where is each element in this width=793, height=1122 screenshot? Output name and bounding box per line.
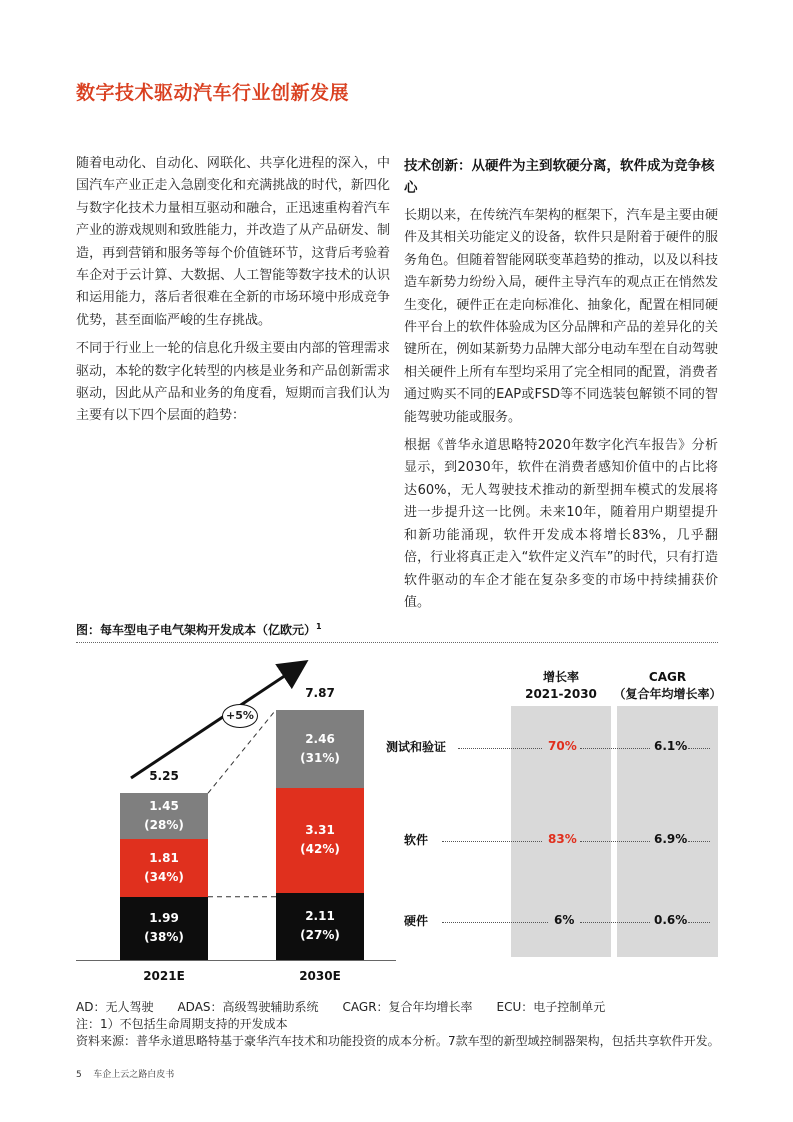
data-label-value: 2.46 <box>305 731 335 746</box>
abbreviations: AD：无人驾驶 ADAS：高级驾驶辅助系统 CAGR：复合年均增长率 ECU：电子控制单元 <box>76 1000 606 1014</box>
table-row <box>386 738 726 758</box>
cagr-column-header: CAGR （复合年均增长率） <box>613 670 722 701</box>
bar-segment-硬件-2021E <box>120 897 208 960</box>
growth-value-hardware: 6% <box>554 913 575 927</box>
data-label-share: (42%) <box>300 842 340 857</box>
bar-segment-测试和验证-2021E <box>120 793 208 839</box>
growth-value-software: 83% <box>548 832 577 846</box>
right-paragraph-1: 长期以来，在传统汽车架构的框架下，汽车是主要由硬件及其相关功能定义的设备，软件只是附着于硬件的服务角色。但随着智能网联变革趋势的推动，以及以科技造车新势力纷纷入局，硬件主导汽车的观点正在悄然发生变化，硬件正在走向标准化、抽象化，配置在相同硬件平台上的软件体验成为区分品牌和产品的差异化的关键所在，例如某新势力品牌大部分电动车型在自动驾驶相关硬件上所有车型均采用了完全相同的配置，消费者通过购买不同的EAP或FSD等不同选装包解锁不同的智能驾驶功能或服务。 <box>404 208 718 425</box>
footnote-marker: 1 <box>316 622 322 631</box>
row-label-testing: 测试和验证 <box>386 740 447 754</box>
cagr-value-testing: 6.1% <box>654 739 688 753</box>
leader-dots <box>688 748 710 749</box>
bar-segment-硬件-2030E <box>276 893 364 960</box>
bar-total-label-2021E: 5.25 <box>149 769 179 784</box>
page-number: 5 <box>76 1070 82 1080</box>
x-tick-label-2030: 2030E <box>299 969 341 983</box>
leader-dots <box>688 841 710 842</box>
data-label-share: (28%) <box>144 818 184 833</box>
caption-rule <box>76 642 718 643</box>
growth-value-testing: 70% <box>548 739 577 753</box>
right-paragraph-2: 根据《普华永道思略特2020年数字化汽车报告》分析显示，到2030年，软件在消费者感知价值中的占比将达60%，无人驾驶技术推动的新型拥车模式的发展将进一步提升这一比例。未来10年，随着用户期望提升和新功能涌现，软件开发成本将增长83%，几乎翻倍，行业将真正走入“软件定义汽车”的时代，只有打造软件驱动的车企才能在复杂多变的市场中持续捕获价值。 <box>404 438 718 610</box>
figure-notes <box>76 999 721 1050</box>
footnote: 注：1）不包括生命周期支持的开发成本 <box>76 1017 288 1031</box>
leader-dots <box>458 748 542 749</box>
data-label-value: 1.45 <box>149 799 179 814</box>
data-label-value: 1.81 <box>149 851 179 866</box>
figure-caption: 图：每车型电子电气架构开发成本（亿欧元）$^1$ <box>76 622 322 637</box>
bar-segment-软件-2021E <box>120 839 208 896</box>
leader-dots <box>580 841 650 842</box>
table-row <box>386 831 726 851</box>
left-paragraph-2: 不同于行业上一轮的信息化升级主要由内部的管理需求驱动，本轮的数字化转型的内核是业务和产品创新需求驱动，因此从产品和业务的角度看，短期而言我们认为主要有以下四个层面的趋势： <box>76 341 390 424</box>
data-label-share: (38%) <box>144 930 184 945</box>
right-column <box>404 155 718 620</box>
leader-dots <box>442 922 548 923</box>
stacked-bar-chart <box>76 645 406 995</box>
section-heading: 技术创新：从硬件为主到软硬分离，软件成为竞争核心 <box>404 158 715 196</box>
page-title: 数字技术驱动汽车行业创新发展 <box>76 82 350 104</box>
data-label-value: 1.99 <box>149 911 179 926</box>
document-title: 车企上云之路白皮书 <box>93 1070 175 1080</box>
leader-dots <box>580 748 650 749</box>
growth-badge: +5% <box>222 704 258 728</box>
growth-column-header: 增长率 2021-2030 <box>525 670 597 701</box>
cagr-value-hardware: 0.6% <box>654 913 688 927</box>
bar-total-label-2030E: 7.87 <box>305 685 335 700</box>
cagr-value-software: 6.9% <box>654 832 688 846</box>
leader-dots <box>688 922 710 923</box>
data-label-share: (34%) <box>144 870 184 885</box>
row-label-hardware: 硬件 <box>404 914 429 928</box>
x-axis-baseline <box>76 960 396 961</box>
row-label-software: 软件 <box>404 833 429 847</box>
leader-dots <box>442 841 542 842</box>
source-note: 资料来源：普华永道思略特基于豪华汽车技术和功能投资的成本分析。7款车型的新型域控制器架构，包括共享软件开发。 <box>76 1034 720 1048</box>
bar-segment-软件-2030E <box>276 788 364 893</box>
left-column <box>76 153 390 434</box>
data-label-share: (31%) <box>300 750 340 765</box>
left-paragraph-1: 随着电动化、自动化、网联化、共享化进程的深入，中国汽车产业正走入急剧变化和充满挑战的时代，新四化与数字化技术力量相互驱动和融合，正迅速重构着汽车产业的游戏规则和致胜能力，并改造了从产品研发、制造，再到营销和服务等每个价值链环节，这背后考验着车企对于云计算、大数据、人工智能等数字技术的认识和运用能力，落后者很难在全新的市场环境中形成竞争优势，甚至面临严峻的生存挑战。 <box>76 156 390 328</box>
bar-segment-测试和验证-2030E <box>276 710 364 788</box>
data-label-value: 2.11 <box>305 909 335 924</box>
data-label-share: (27%) <box>300 928 340 943</box>
data-label-value: 3.31 <box>305 823 335 838</box>
page-footer <box>76 1067 174 1080</box>
leader-dots <box>580 922 650 923</box>
table-row <box>386 912 726 932</box>
x-tick-label-2021: 2021E <box>143 969 185 983</box>
